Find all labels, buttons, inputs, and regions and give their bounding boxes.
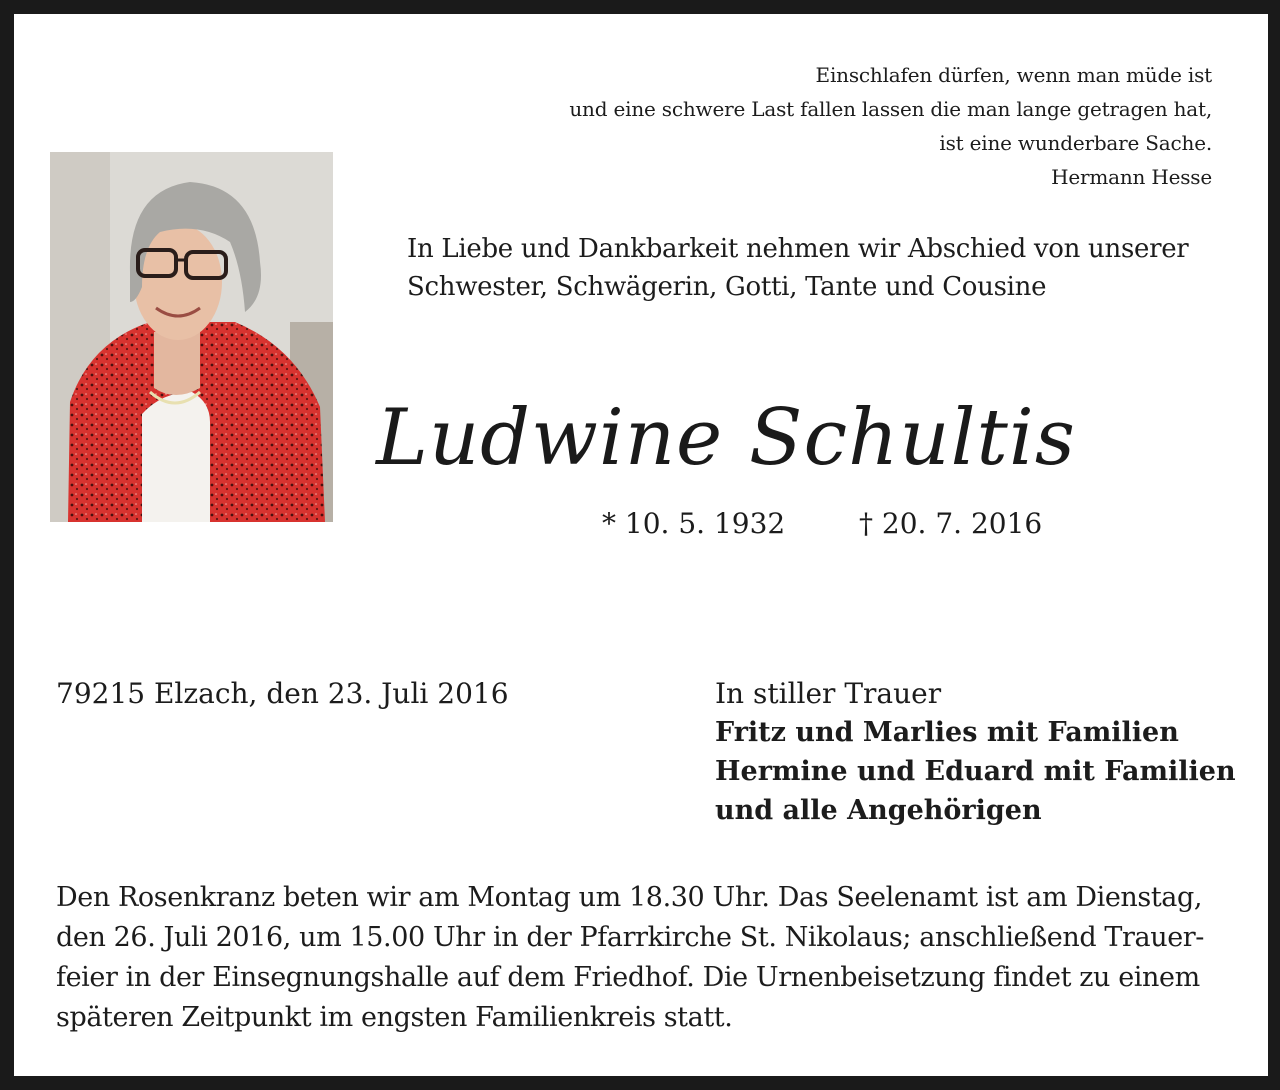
intro-line: In Liebe und Dankbarkeit nehmen wir Abschied von unserer <box>407 234 1189 264</box>
intro-text <box>407 230 1188 306</box>
quote-line: ist eine wunderbare Sache. <box>939 131 1212 155</box>
intro-line: Schwester, Schwägerin, Gotti, Tante und Cousine <box>407 272 1047 302</box>
mourner-name: Fritz und Marlies mit Familien <box>715 717 1179 748</box>
mourning-label: In stiller Trauer <box>715 677 942 710</box>
quote-author: Hermann Hesse <box>1051 165 1212 189</box>
service-details <box>56 878 1226 1038</box>
mourners-block <box>715 674 1236 830</box>
details-line: den 26. Juli 2016, um 15.00 Uhr in der Pfarrkirche St. Nikolaus; anschließend Trauer- <box>56 922 1205 953</box>
place-and-date: 79215 Elzach, den 23. Juli 2016 <box>56 677 509 710</box>
death-date: † 20. 7. 2016 <box>859 507 1043 540</box>
details-line: feier in der Einsegnungshalle auf dem Friedhof. Die Urnenbeisetzung findet zu einem <box>56 962 1200 993</box>
mourner-name: Hermine und Eduard mit Familien <box>715 756 1236 787</box>
details-line: Den Rosenkranz beten wir am Montag um 18.30 Uhr. Das Seelenamt ist am Dienstag, <box>56 882 1203 913</box>
quote-line: und eine schwere Last fallen lassen die man lange getragen hat, <box>569 97 1212 121</box>
mourner-name: und alle Angehörigen <box>715 795 1042 826</box>
birth-date: * 10. 5. 1932 <box>602 507 786 540</box>
details-line: späteren Zeitpunkt im engsten Familienkreis statt. <box>56 1002 733 1033</box>
deceased-name: Ludwine Schultis <box>376 393 1076 483</box>
epigraph-quote <box>569 58 1212 194</box>
obituary-notice <box>14 14 1268 1076</box>
quote-line: Einschlafen dürfen, wenn man müde ist <box>815 63 1212 87</box>
